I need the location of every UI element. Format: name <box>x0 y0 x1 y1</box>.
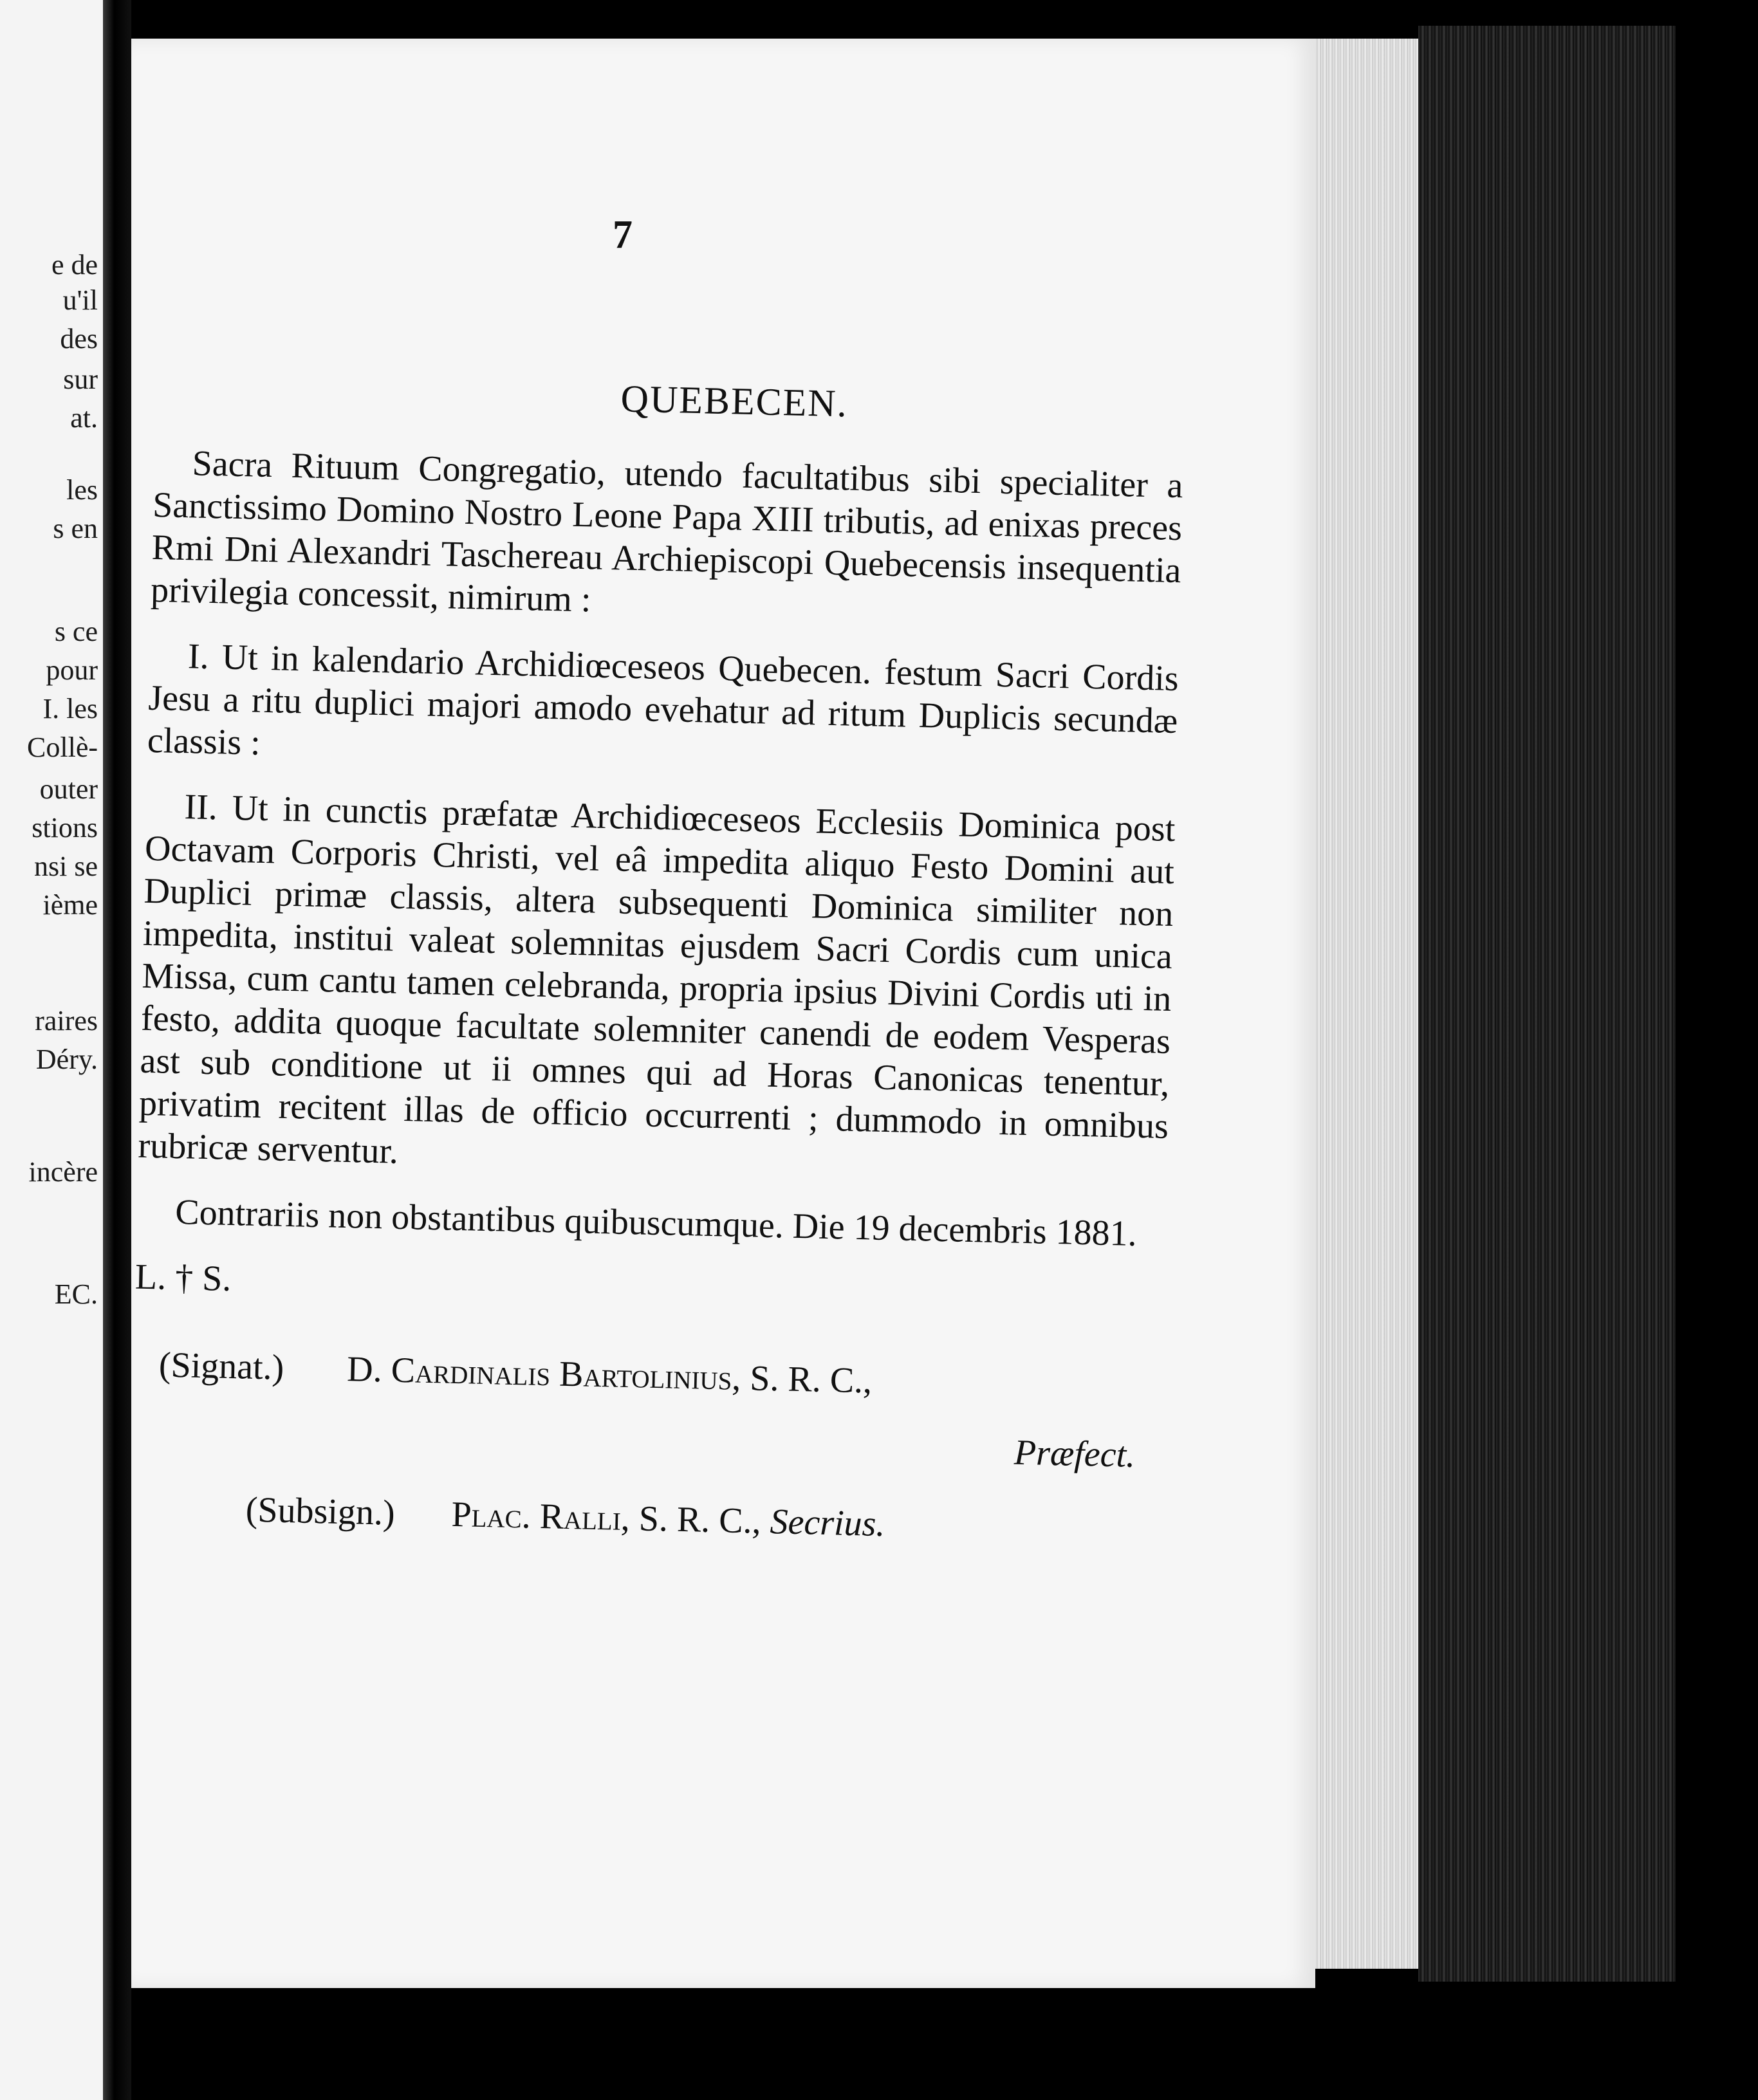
facing-page-line: Déry. <box>35 1044 98 1075</box>
page-number: 7 <box>613 213 633 257</box>
facing-page-line: s en <box>53 513 98 544</box>
signature-block-2 <box>245 1489 1160 1552</box>
paragraph-intro: Sacra Rituum Congregatio, utendo facultatibus sibi specialiter a Sanctissimo Domino Nostro Leone Papa XIII tributis, ad enixas preces Rmi Dni Alexandri Taschereau Archiepiscopi Quebecensis insequentia privilegia concessit, nimirum : <box>150 443 1184 620</box>
signature-1-name: D. Cardinalis Bartolinius, S. R. C., <box>346 1349 873 1401</box>
facing-page-line: at. <box>70 402 98 434</box>
facing-page-line: pour <box>46 654 98 686</box>
facing-page-line: e de <box>51 249 98 281</box>
signature-1-label: (Signat.) <box>158 1345 285 1388</box>
book-gutter <box>103 0 131 2100</box>
paragraph-privilege-1: I. Ut in kalendario Archidiœceseos Quebecen. festum Sacri Cordis Jesu a ritu duplici majori amodo evehatur ad ritum Duplicis secundæ classis : <box>147 636 1180 763</box>
facing-page-line: incère <box>28 1156 98 1188</box>
signature-block-1 <box>158 1343 1163 1408</box>
seal-mark: L. † S. <box>134 1257 232 1299</box>
facing-page-line: I. les <box>42 693 98 724</box>
signature-2-name: Plac. Ralli, S. R. C., <box>450 1494 762 1542</box>
facing-page-line: les <box>66 474 98 506</box>
facing-page-line: outer <box>39 773 98 805</box>
facing-page-line: s ce <box>54 616 98 647</box>
facing-page-line: stions <box>32 812 98 843</box>
facing-page-line: raires <box>35 1005 98 1036</box>
signature-1-title: Præfect. <box>1013 1432 1136 1475</box>
page-content <box>129 315 1186 1552</box>
facing-page-line: u'il <box>62 284 98 316</box>
facing-page-line: des <box>60 323 98 355</box>
facing-page-line: Collè- <box>27 732 98 763</box>
book-page <box>131 39 1315 1988</box>
signature-2-title: Secrius. <box>769 1502 886 1545</box>
facing-page-line: ième <box>42 889 98 921</box>
facing-page-line: sur <box>63 364 98 395</box>
paragraph-closing: Contrariis non obstantibus quibuscumque. Die 19 decembris 1881. <box>174 1192 1138 1254</box>
book-block-edge <box>1418 26 1676 1982</box>
facing-page-strip <box>0 0 106 2100</box>
page-heading: QUEBECEN. <box>620 377 849 425</box>
page-edges <box>1315 39 1418 1969</box>
paragraph-privilege-2: II. Ut in cunctis præfatæ Archidiœceseos Ecclesiis Dominica post Octavam Corporis Christi, vel eâ impedita aliquo Festo Domini aut Duplici primæ classis, altera subsequenti Dominica similiter non impedita, institui valeat solemnitas ejusdem Sacri Cordis cum unica Missa, cum cantu tamen celebranda, propria ipsius Divini Cordis uti in festo, addita quoque facultate solemniter canendi de eodem Vesperas ast sub conditione ut ii omnes qui ad Horas Canonicas tenentur, privatim recitent illas de officio occurrenti ; dummodo in omnibus rubricæ serventur. <box>138 787 1176 1172</box>
signature-2-label: (Subsign.) <box>245 1489 396 1533</box>
facing-page-line: EC. <box>54 1278 98 1310</box>
facing-page-line: nsi se <box>34 851 98 882</box>
